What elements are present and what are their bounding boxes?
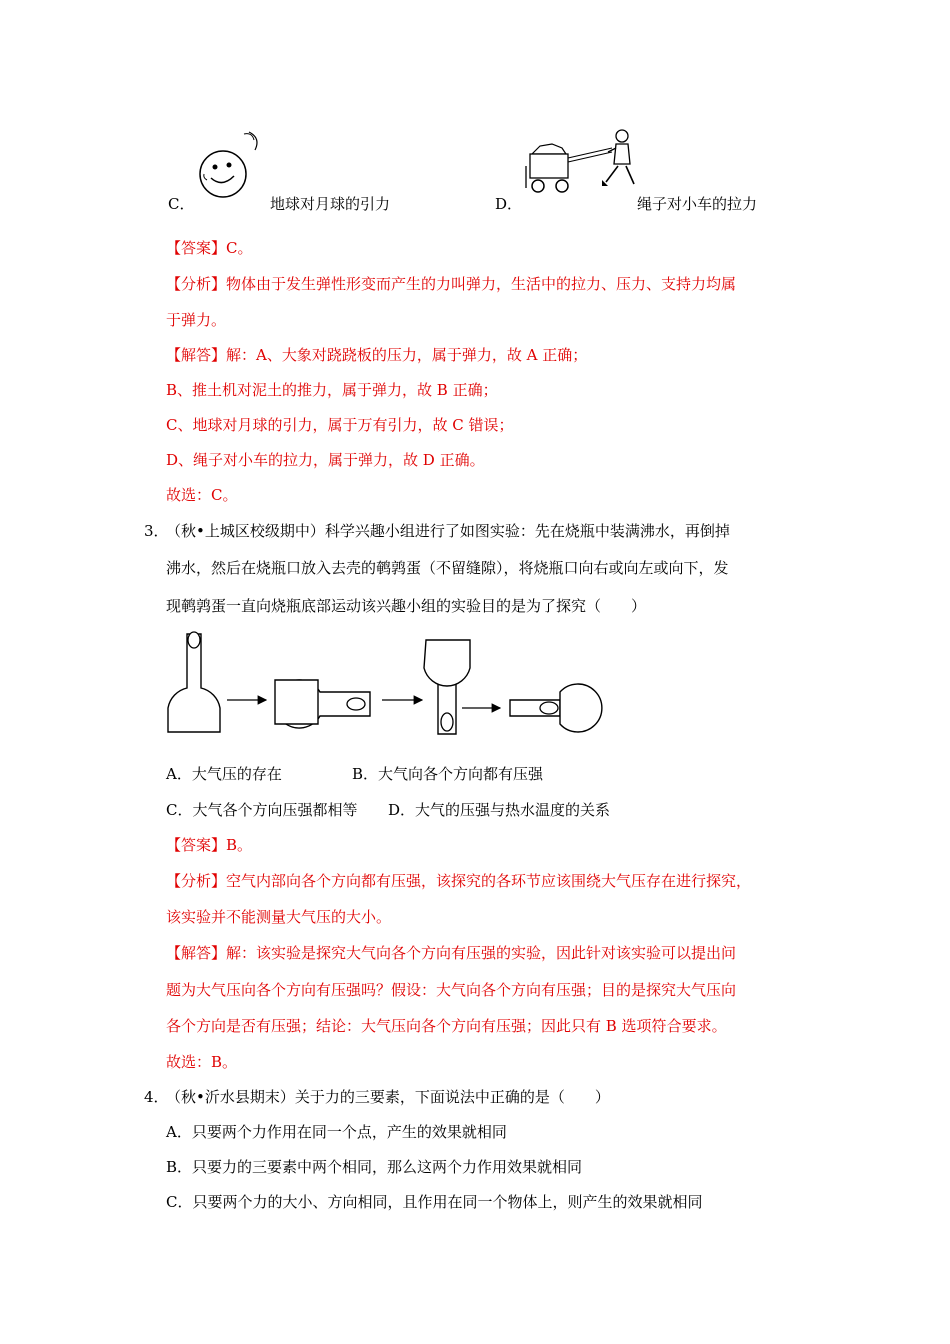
- q3-choose: 故选：B。: [166, 1053, 238, 1071]
- boy-pulling-cart-figure: [522, 126, 640, 202]
- q2-choose: 故选：C。: [166, 486, 238, 504]
- q2-solution-d: D、绳子对小车的拉力，属于弹力，故 D 正确。: [166, 451, 485, 469]
- q3-option-b: B．大气向各个方向都有压强: [352, 765, 544, 783]
- q3-answer: [166, 835, 252, 855]
- q4-number: 4．: [144, 1088, 169, 1106]
- q3-analysis: [166, 871, 751, 891]
- q2-option-c-letter: C．: [168, 195, 195, 213]
- analysis-tag: 【分析】: [166, 275, 227, 293]
- solution-tag: 【解答】: [166, 944, 227, 962]
- q3-option-c: C．大气各个方向压强都相等: [166, 801, 358, 819]
- q3-solution: [166, 943, 736, 963]
- solution-text: 解：该实验是探究大气向各个方向有压强的实验，因此针对该实验可以提出问: [226, 944, 737, 962]
- q4-stem: （秋•沂水县期末）关于力的三要素，下面说法中正确的是（ ）: [166, 1088, 610, 1106]
- q4-option-a: A．只要两个力作用在同一个点，产生的效果就相同: [166, 1123, 507, 1141]
- analysis-text: 空气内部向各个方向都有压强，该探究的各环节应该围绕大气压存在进行探究，: [226, 872, 752, 890]
- q3-solution-3: 各个方向是否有压强；结论：大气压向各个方向有压强；因此只有 B 选项符合要求。: [166, 1017, 727, 1035]
- q3-analysis-cont: 该实验并不能测量大气压的大小。: [166, 908, 392, 926]
- answer-value: C。: [226, 239, 253, 257]
- analysis-tag: 【分析】: [166, 872, 227, 890]
- q2-analysis-cont: 于弹力。: [166, 311, 227, 329]
- q2-option-d-letter: D．: [495, 195, 523, 213]
- q3-stem-2: 沸水，然后在烧瓶口放入去壳的鹌鹑蛋（不留缝隙），将烧瓶口向右或向左或向下，发: [166, 559, 729, 577]
- q2-solution: [166, 345, 587, 365]
- solution-text: 解：A、大象对跷跷板的压力，属于弹力，故 A 正确；: [226, 346, 588, 364]
- earth-moon-figure: [194, 126, 270, 202]
- q2-option-c-text: 地球对月球的引力: [270, 195, 391, 213]
- q3-stem-3: 现鹌鹑蛋一直向烧瓶底部运动该兴趣小组的实验目的是为了探究（ ）: [166, 597, 647, 615]
- q3-stem-1: （秋•上城区校级期中）科学兴趣小组进行了如图实验：先在烧瓶中装满沸水，再倒掉: [166, 522, 730, 540]
- analysis-text: 物体由于发生弹性形变而产生的力叫弹力，生活中的拉力、压力、支持力均属: [226, 275, 737, 293]
- q2-solution-b: B、推土机对泥土的推力，属于弹力，故 B 正确；: [166, 381, 498, 399]
- q2-analysis: [166, 274, 736, 294]
- q3-option-a: A．大气压的存在: [166, 765, 282, 783]
- q4-option-b: B．只要力的三要素中两个相同，那么这两个力作用效果就相同: [166, 1158, 583, 1176]
- q3-solution-2: 题为大气压向各个方向有压强吗？假设：大气向各个方向有压强；目的是探究大气压向: [166, 981, 737, 999]
- answer-tag: 【答案】: [166, 239, 227, 257]
- solution-tag: 【解答】: [166, 346, 227, 364]
- q3-option-d: D．大气的压强与热水温度的关系: [388, 801, 611, 819]
- q2-option-d-text: 绳子对小车的拉力: [637, 195, 758, 213]
- q2-solution-c: C、地球对月球的引力，属于万有引力，故 C 错误；: [166, 416, 514, 434]
- flask-experiment-figure: [160, 628, 610, 740]
- q4-option-c: C．只要两个力的大小、方向相同，且作用在同一个物体上，则产生的效果就相同: [166, 1193, 703, 1211]
- q3-number: 3．: [144, 522, 169, 540]
- answer-tag: 【答案】: [166, 836, 227, 854]
- answer-value: B。: [226, 836, 253, 854]
- q2-answer: [166, 238, 253, 258]
